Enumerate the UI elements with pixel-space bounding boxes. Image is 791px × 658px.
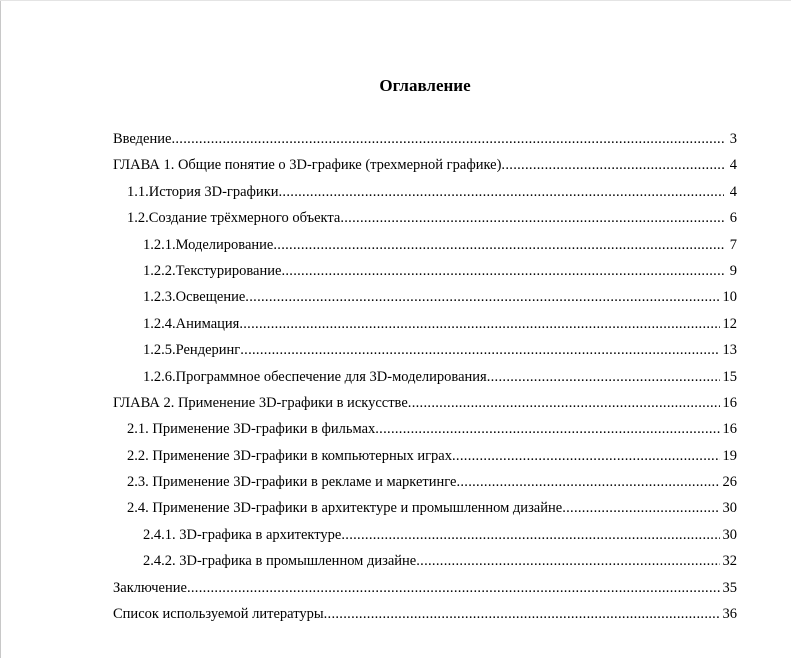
toc-entry-number: 1.2.1. [143,236,176,253]
toc-entry[interactable] [113,443,737,469]
toc-entry-text: Рендеринг [175,342,241,359]
toc-entry-text: ГЛАВА 1. Общие понятие о 3D-графике (трехмерной графике) [113,157,502,174]
toc-entry[interactable] [113,601,737,627]
toc-entry-page-number: 12 [722,315,737,332]
toc-dot-leader [408,390,720,416]
toc-entry[interactable] [113,495,737,521]
toc-entry-text: Заключение [113,579,187,596]
toc-dot-leader [245,284,719,310]
toc-dot-leader [324,601,720,627]
toc-entry-page-number: 36 [722,606,737,623]
toc-entry-text: Анимация [175,315,240,332]
toc-entry-page-number: 13 [722,342,737,359]
toc-dot-leader [240,337,719,363]
toc-entry-text: 2.3. Применение 3D-графики в рекламе и маркетинге [127,474,457,491]
toc-entry-number: 1.2.6. [143,368,176,385]
toc-entry-page-number: 16 [722,394,737,411]
toc-dot-leader [456,469,719,495]
toc-entry[interactable] [113,152,737,178]
toc-entry-page-number: 19 [722,447,737,464]
toc-entry[interactable] [113,126,737,152]
toc-entry-text: 2.4.1. 3D-графика в архитектуре [143,526,342,543]
toc-entry-text: Освещение [175,289,246,306]
toc-entry-text: Программное обеспечение для 3D-моделирования [175,368,487,385]
toc-title: Оглавление [379,76,471,95]
toc-entry-number: 1.1. [127,183,149,200]
toc-entry-page-number: 3 [729,131,737,147]
toc-entry-text: Список используемой литературы [113,606,324,623]
toc-entry-text: 2.4. Применение 3D-графики в архитектуре и промышленном дизайне [127,500,563,517]
table-of-contents [113,126,737,627]
toc-entry[interactable] [113,575,737,601]
toc-entry-text: ГЛАВА 2. Применение 3D-графики в искусстве [113,394,408,411]
toc-entry-page-number: 26 [722,474,737,491]
toc-entry-number: 1.2.2. [143,262,176,279]
toc-entry-page-number: 35 [722,579,737,596]
toc-entry[interactable] [113,337,737,363]
toc-entry[interactable] [113,469,737,495]
toc-entry[interactable] [113,390,737,416]
toc-dot-leader [487,364,720,390]
toc-entry-page-number: 30 [722,526,737,543]
toc-entry-text: История 3D-графики [148,183,279,200]
toc-entry-text: 2.2. Применение 3D-графики в компьютерных играх [127,447,452,464]
toc-dot-leader [273,232,724,258]
toc-entry-page-number: 6 [729,210,737,227]
toc-entry-text: 2.4.2. 3D-графика в промышленном дизайне [143,553,417,570]
toc-entry[interactable] [113,416,737,442]
toc-entry[interactable] [113,205,737,231]
toc-entry-page-number: 30 [722,500,737,517]
toc-entry-number: 1.2.5. [143,342,176,359]
toc-dot-leader [416,548,719,574]
toc-entry-page-number: 32 [722,553,737,570]
page-top-edge [0,0,791,1]
toc-dot-leader [239,311,719,337]
toc-entry[interactable] [113,548,737,574]
toc-dot-leader [341,522,719,548]
toc-dot-leader [375,416,719,442]
toc-entry-number: 1.2.4. [143,315,176,332]
toc-entry[interactable] [113,522,737,548]
toc-entry-page-number: 15 [722,368,737,385]
toc-entry-text: Текстурирование [175,262,282,279]
toc-dot-leader [281,258,724,284]
toc-entry-text: Создание трёхмерного объекта [148,210,341,227]
toc-entry-page-number: 9 [729,262,737,279]
toc-dot-leader [562,495,719,521]
toc-entry[interactable] [113,232,737,258]
toc-entry[interactable] [113,179,737,205]
toc-entry-text: Введение [113,131,172,147]
toc-entry-page-number: 7 [729,236,737,253]
toc-entry[interactable] [113,284,737,310]
toc-entry-number: 1.2. [127,210,149,227]
toc-entry-number: 1.2.3. [143,289,176,306]
toc-dot-leader [340,205,724,231]
toc-entry[interactable] [113,258,737,284]
toc-entry-page-number: 4 [729,157,737,174]
toc-entry-page-number: 16 [722,421,737,438]
toc-entry-text: Моделирование [175,236,274,253]
toc-dot-leader [279,179,725,205]
toc-dot-leader [187,575,720,601]
toc-entry-text: 2.1. Применение 3D-графики в фильмах [127,421,376,438]
toc-entry-page-number: 4 [729,183,737,200]
toc-dot-leader [452,443,720,469]
toc-dot-leader [501,152,724,178]
toc-entry[interactable] [113,311,737,337]
toc-dot-leader [171,126,724,152]
page-left-edge [0,0,1,658]
toc-entry[interactable] [113,364,737,390]
toc-entry-page-number: 10 [722,289,737,306]
